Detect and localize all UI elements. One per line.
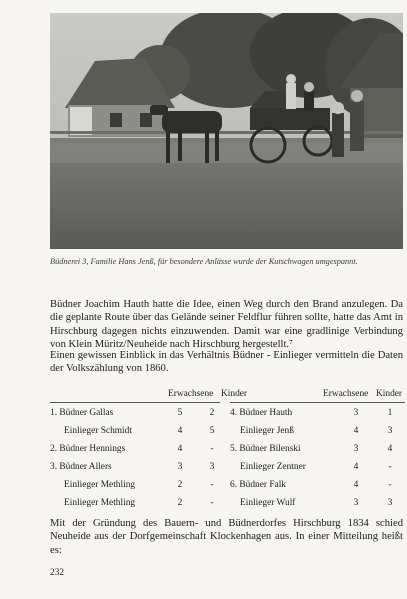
header-adults: Erwachsene: [168, 389, 214, 399]
table-row: [50, 441, 405, 457]
adults-cell: 4: [177, 444, 183, 454]
children-cell: -: [388, 462, 392, 472]
name-cell: Einlieger Methling: [64, 498, 136, 508]
adults-cell: 4: [353, 480, 359, 490]
table-row: [50, 459, 405, 475]
name-cell: Einlieger Jenß: [240, 426, 294, 436]
adults-cell: 4: [353, 462, 359, 472]
adults-cell: 2: [177, 498, 183, 508]
name-cell: 1. Büdner Gallas: [50, 408, 114, 418]
name-cell: 3. Büdner Allers: [50, 462, 112, 472]
header-adults: Erwachsene: [323, 389, 369, 399]
children-cell: -: [210, 480, 214, 490]
adults-cell: 4: [353, 426, 359, 436]
table-rule: [230, 402, 405, 403]
children-cell: 4: [387, 444, 393, 454]
name-cell: 5. Büdner Bilenski: [230, 444, 301, 454]
adults-cell: 2: [177, 480, 183, 490]
table-row: [50, 495, 405, 511]
table-row: [50, 405, 405, 421]
children-cell: 1: [387, 408, 393, 418]
paragraph: Mit der Gründung des Bauern- und Büdnerdorfes Hirschburg 1834 schied Neuheide aus der Dorfgemeinschaft Klockenhagen aus. In einer Mitteilung heißt es:: [50, 518, 403, 556]
name-cell: 6. Büdner Falk: [230, 480, 286, 490]
name-cell: 4. Büdner Hauth: [230, 408, 293, 418]
paragraph: Büdner Joachim Hauth hatte die Idee, einen Weg durch den Brand anzulegen. Da die geplante Route über das Gelände seiner Feldflur führen sollte, hatte das Amt in Hirschburg dagegen nichts einzuwenden. Damit war eine gradlinige Verbindung von Klein Müritz/Neuheide nach Hirschburg hergestellt.⁷: [50, 299, 403, 350]
adults-cell: 3: [177, 462, 183, 472]
children-cell: 3: [387, 426, 393, 436]
header-children: Kinder: [376, 389, 403, 399]
adults-cell: 5: [177, 408, 183, 418]
photo-caption: Büdnerei 3, Familie Hans Jenß, für besondere Anlässe wurde der Kutschwagen umgespannt.: [50, 257, 358, 266]
children-cell: -: [210, 444, 214, 454]
children-cell: -: [210, 498, 214, 508]
adults-cell: 3: [353, 498, 359, 508]
children-cell: 3: [387, 498, 393, 508]
name-cell: Einlieger Methling: [64, 480, 136, 490]
adults-cell: 3: [353, 444, 359, 454]
name-cell: Einlieger Schmidt: [64, 426, 132, 436]
name-cell: Einlieger Zentner: [240, 462, 306, 472]
children-cell: 5: [209, 426, 215, 436]
page-number: 232: [50, 568, 65, 578]
table-row: [50, 423, 405, 439]
historic-photo: [50, 13, 403, 249]
table-rule: [50, 402, 220, 403]
children-cell: 2: [209, 408, 215, 418]
name-cell: Einlieger Wulf: [240, 498, 296, 508]
children-cell: -: [388, 480, 392, 490]
photo-image: [50, 13, 403, 249]
children-cell: 3: [209, 462, 215, 472]
header-children: Kinder: [221, 389, 248, 399]
adults-cell: 4: [177, 426, 183, 436]
paragraph: Einen gewissen Einblick in das Verhältnis Büdner - Einlieger vermitteln die Daten der Volkszählung von 1860.: [50, 350, 403, 375]
name-cell: 2. Büdner Hennings: [50, 444, 126, 454]
adults-cell: 3: [353, 408, 359, 418]
table-row: [50, 477, 405, 493]
